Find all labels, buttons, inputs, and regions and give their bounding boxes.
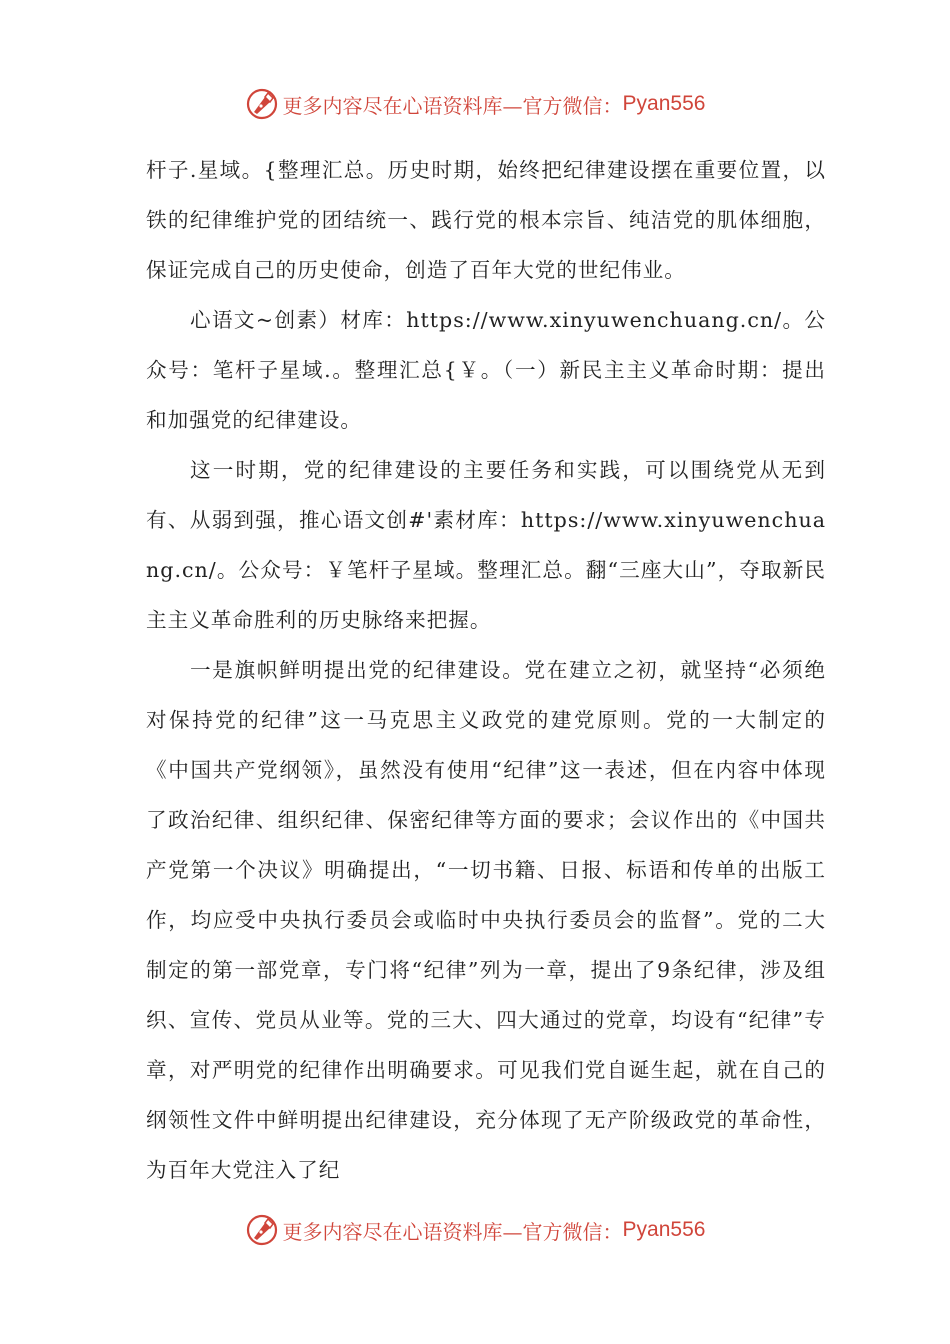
pen-nib-logo-icon (245, 1213, 279, 1247)
banner-text: 更多内容尽在心语资料库—官方微信： (282, 1219, 623, 1244)
header-banner (0, 84, 950, 124)
pen-nib-logo-icon (245, 87, 279, 121)
footer-banner (0, 1210, 950, 1250)
paragraph: 杆子.星域。{整理汇总。历史时期，始终把纪律建设摆在重要位置，以铁的纪律维护党的团结统一、践行党的根本宗旨、纯洁党的肌体细胞，保证完成自己的历史使命，创造了百年大党的世纪伟业。 (146, 158, 826, 282)
paragraph: 一是旗帜鲜明提出党的纪律建设。党在建立之初，就坚持“必须绝对保持党的纪律”这一马克思主义政党的建党原则。党的一大制定的《中国共产党纲领》，虽然没有使用“纪律”这一表述，但在内容中体现了政治纪律、组织纪律、保密纪律等方面的要求；会议作出的《中国共产党第一个决议》明确提出，“一切书籍、日报、标语和传单的出版工作，均应受中央执行委员会或临时中央执行委员会的监督”。党的二大制定的第一部党章，专门将“纪律”列为一章，提出了9条纪律，涉及组织、宣传、党员从业等。党的三大、四大通过的党章，均设有“纪律”专章，对严明党的纪律作出明确要求。可见我们党自诞生起，就在自己的纲领性文件中鲜明提出纪律建设，充分体现了无产阶级政党的革命性，为百年大党注入了纪 (146, 658, 826, 1182)
wechat-id: Pyan556 (622, 92, 706, 115)
paragraph: 这一时期，党的纪律建设的主要任务和实践，可以围绕党从无到有、从弱到强，推心语文创#'素材库：https://www.xinyuwenchuang.cn/。公众号：￥笔杆子星域。整理汇总。翻“三座大山”，夺取新民主主义革命胜利的历史脉络来把握。 (146, 458, 826, 632)
paragraph: 心语文~创素）材库：https://www.xinyuwenchuang.cn/。公众号：笔杆子星域.。整理汇总{￥。（一）新民主主义革命时期：提出和加强党的纪律建设。 (146, 308, 826, 432)
wechat-id: Pyan556 (622, 1218, 706, 1241)
banner-text: 更多内容尽在心语资料库—官方微信： (282, 93, 623, 118)
document-body (146, 145, 826, 1195)
